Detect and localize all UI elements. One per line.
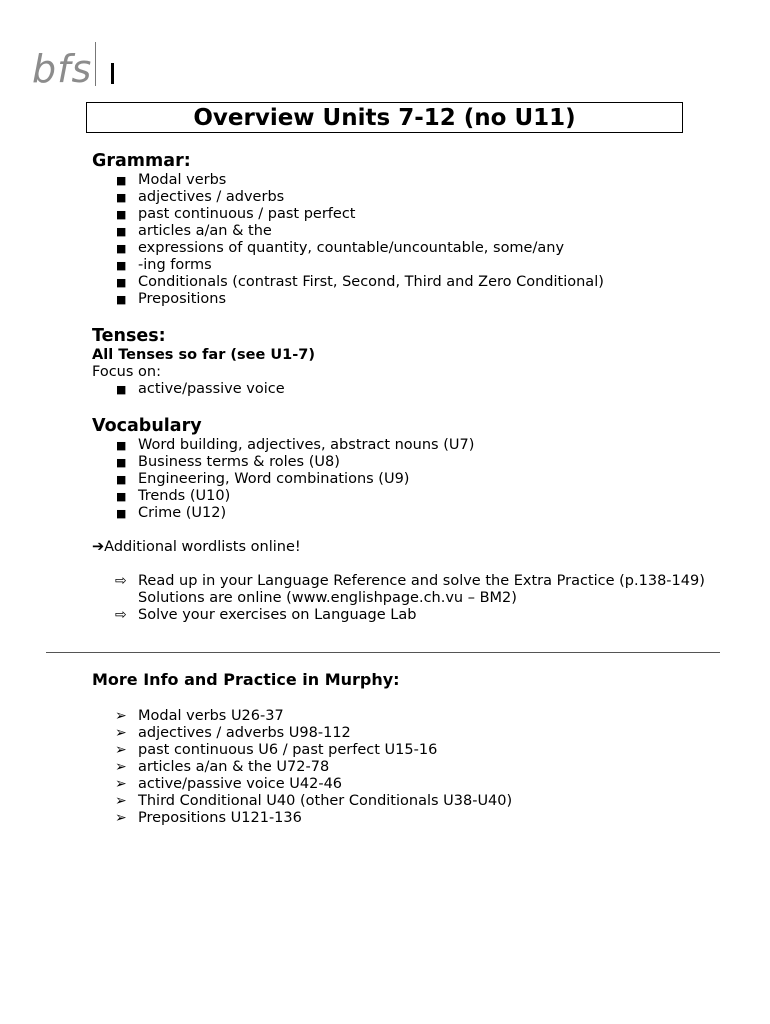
vocabulary-heading: Vocabulary [92,416,202,436]
arrowhead-bullet-icon: ➢ [115,708,127,724]
list-item [92,742,732,759]
outline-right-arrow-icon: ⇨ [115,573,127,589]
square-bullet-icon: ■ [116,225,127,238]
murphy-heading: More Info and Practice in Murphy: [92,670,400,689]
outline-right-arrow-icon: ⇨ [115,607,127,623]
list-item [92,291,732,308]
square-bullet-icon: ■ [116,473,127,486]
list-item-text: Third Conditional U40 (other Conditionals U38-U40) [138,793,513,809]
list-item-text: active/passive voice [138,381,285,397]
spacer [92,522,732,539]
list-item [92,573,732,607]
list-item-text: Conditionals (contrast First, Second, Third and Zero Conditional) [138,274,604,290]
list-item [92,471,732,488]
square-bullet-icon: ■ [116,456,127,469]
list-item [92,189,732,206]
grammar-heading: Grammar: [92,151,191,171]
list-item [92,607,732,624]
list-item-text: adjectives / adverbs U98-112 [138,725,351,741]
list-item [92,172,732,189]
square-bullet-icon: ■ [116,259,127,272]
murphy-section [92,670,732,827]
tenses-subheading: All Tenses so far (see U1-7) [92,347,315,363]
wordlists-note-text: Additional wordlists online! [104,539,301,555]
list-item-text: Modal verbs U26-37 [138,708,284,724]
task-list [92,573,732,624]
list-item-text: Prepositions U121-136 [138,810,302,826]
tenses-list [92,381,732,398]
list-item-text: Solve your exercises on Language Lab [138,607,417,623]
list-item [92,810,732,827]
grammar-list [92,172,732,308]
section-divider [46,652,720,653]
list-item-text: Business terms & roles (U8) [138,454,340,470]
square-bullet-icon: ■ [116,276,127,289]
list-item-text: Modal verbs [138,172,227,188]
square-bullet-icon: ■ [116,439,127,452]
bold-right-arrow-icon: ➔ [92,539,105,555]
list-item [92,223,732,240]
list-item-text: Prepositions [138,291,227,307]
wordlists-note [92,539,732,556]
list-item-text: expressions of quantity, countable/uncountable, some/any [138,240,565,256]
square-bullet-icon: ■ [116,507,127,520]
square-bullet-icon: ■ [116,174,127,187]
list-item [92,274,732,291]
arrowhead-bullet-icon: ➢ [115,742,127,758]
list-item [92,240,732,257]
arrowhead-bullet-icon: ➢ [115,810,127,826]
list-item-text: past continuous U6 / past perfect U15-16 [138,742,438,758]
spacer [92,308,732,325]
list-item-text: Read up in your Language Reference and solve the Extra Practice (p.138-149) Solutions are online (www.englishpage.ch.vu – BM2) [138,573,705,606]
list-item [92,725,732,742]
list-item [92,793,732,810]
logo-divider [95,42,96,86]
list-item-text: Engineering, Word combinations (U9) [138,471,410,487]
arrowhead-bullet-icon: ➢ [115,793,127,809]
list-item [92,776,732,793]
list-item-text: Trends (U10) [138,488,231,504]
list-item-text: past continuous / past perfect [138,206,356,222]
focus-label: Focus on: [92,364,161,380]
arrowhead-bullet-icon: ➢ [115,776,127,792]
arrowhead-bullet-icon: ➢ [115,759,127,775]
square-bullet-icon: ■ [116,208,127,221]
tenses-heading: Tenses: [92,326,166,346]
spacer [92,556,732,573]
list-item-text: adjectives / adverbs [138,189,285,205]
murphy-list [92,708,732,827]
list-item-text: Crime (U12) [138,505,227,521]
list-item-text: articles a/an & the U72-78 [138,759,330,775]
page-title: Overview Units 7-12 (no U11) [86,102,683,133]
vocabulary-list [92,437,732,522]
list-item-text: Word building, adjectives, abstract nouns (U7) [138,437,475,453]
list-item-text: articles a/an & the [138,223,272,239]
list-item [92,454,732,471]
list-item [92,437,732,454]
square-bullet-icon: ■ [116,383,127,396]
list-item-text: -ing forms [138,257,212,273]
arrowhead-bullet-icon: ➢ [115,725,127,741]
list-item [92,708,732,725]
list-item [92,206,732,223]
square-bullet-icon: ■ [116,490,127,503]
square-bullet-icon: ■ [116,191,127,204]
logo-mark [111,63,114,84]
square-bullet-icon: ■ [116,242,127,255]
list-item [92,257,732,274]
list-item [92,488,732,505]
list-item [92,759,732,776]
logo-text: bfs [32,47,93,91]
list-item-text: active/passive voice U42-46 [138,776,343,792]
overview-content [92,150,732,624]
list-item [92,505,732,522]
square-bullet-icon: ■ [116,293,127,306]
spacer [92,398,732,415]
list-item [92,381,732,398]
